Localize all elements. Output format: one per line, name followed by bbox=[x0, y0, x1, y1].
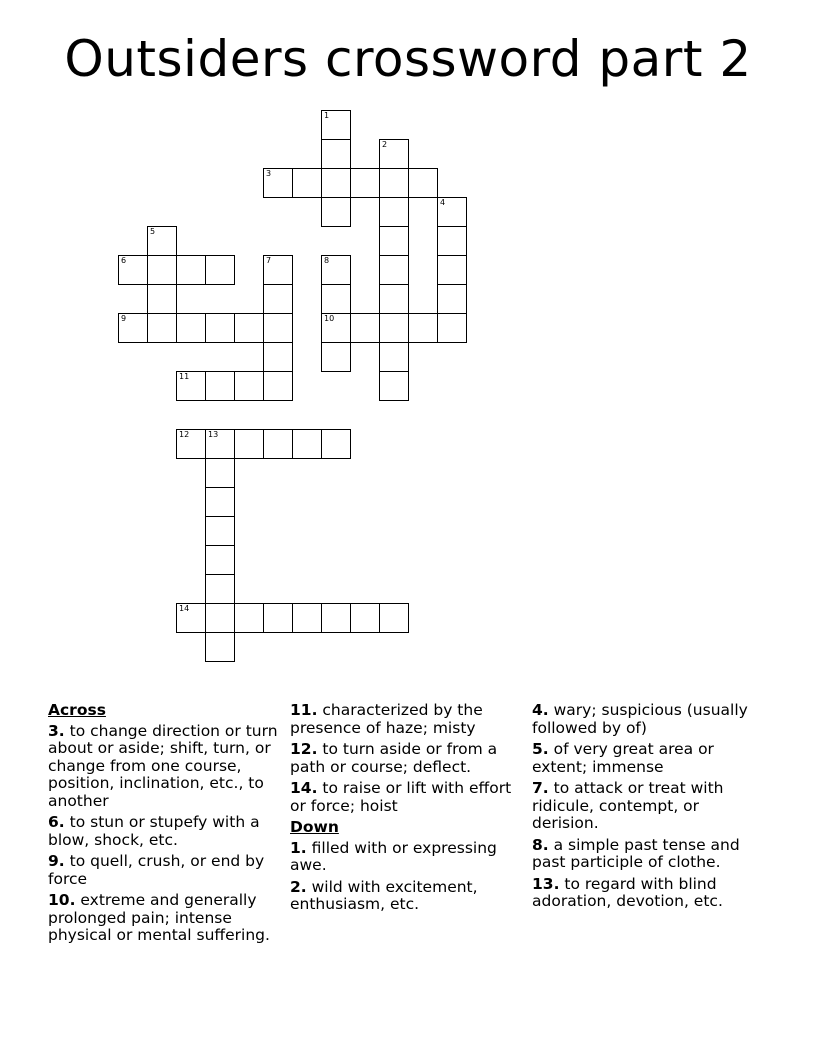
grid-cell[interactable] bbox=[147, 255, 177, 285]
grid-cell[interactable] bbox=[205, 371, 235, 401]
cell-number: 4 bbox=[440, 198, 446, 207]
grid-cell[interactable] bbox=[205, 603, 235, 633]
grid-cell[interactable] bbox=[176, 603, 206, 633]
cell-number: 6 bbox=[121, 256, 127, 265]
grid-cell[interactable] bbox=[205, 255, 235, 285]
grid-cell[interactable] bbox=[379, 313, 409, 343]
grid-cell[interactable] bbox=[292, 603, 322, 633]
cell-number: 8 bbox=[324, 256, 330, 265]
grid-cell[interactable] bbox=[379, 255, 409, 285]
grid-cell[interactable] bbox=[205, 545, 235, 575]
page-title: Outsiders crossword part 2 bbox=[64, 30, 752, 88]
grid-cell[interactable] bbox=[147, 313, 177, 343]
clue-across-14: 14. to raise or lift with effort or force; hoist bbox=[290, 779, 512, 815]
grid-cell[interactable] bbox=[321, 429, 351, 459]
grid-cell[interactable] bbox=[437, 255, 467, 285]
clue-across-3: 3. to change direction or turn about or aside; shift, turn, or change from one course, position, inclination, etc., to another bbox=[48, 721, 278, 810]
grid-cell[interactable] bbox=[379, 371, 409, 401]
grid-cell[interactable] bbox=[292, 168, 322, 198]
across-heading: Across bbox=[48, 701, 106, 719]
grid-cell[interactable] bbox=[205, 632, 235, 662]
down-heading: Down bbox=[290, 818, 339, 836]
grid-cell[interactable] bbox=[379, 197, 409, 227]
grid-cell[interactable] bbox=[437, 313, 467, 343]
grid-cell[interactable] bbox=[205, 458, 235, 488]
grid-cell[interactable] bbox=[321, 110, 351, 140]
grid-cell[interactable] bbox=[379, 139, 409, 169]
grid-cell[interactable] bbox=[147, 226, 177, 256]
grid-cell[interactable] bbox=[205, 574, 235, 604]
grid-cell[interactable] bbox=[263, 603, 293, 633]
grid-cell[interactable] bbox=[379, 168, 409, 198]
cell-number: 3 bbox=[266, 169, 272, 178]
cell-number: 1 bbox=[324, 111, 330, 120]
grid-cell[interactable] bbox=[205, 516, 235, 546]
grid-cell[interactable] bbox=[379, 226, 409, 256]
grid-cell[interactable] bbox=[350, 313, 380, 343]
grid-cell[interactable] bbox=[321, 603, 351, 633]
cell-number: 14 bbox=[179, 604, 190, 613]
grid-cell[interactable] bbox=[321, 255, 351, 285]
clue-across-12: 12. to turn aside or from a path or course; deflect. bbox=[290, 740, 498, 776]
grid-cell[interactable] bbox=[263, 168, 293, 198]
grid-cell[interactable] bbox=[176, 255, 206, 285]
grid-cell[interactable] bbox=[263, 284, 293, 314]
clue-down-8: 8. a simple past tense and past participle of clothe. bbox=[532, 835, 740, 871]
cell-number: 9 bbox=[121, 314, 127, 323]
grid-cell[interactable] bbox=[234, 371, 264, 401]
cell-number: 10 bbox=[324, 314, 335, 323]
grid-cell[interactable] bbox=[176, 313, 206, 343]
clue-across-10: 10. extreme and generally prolonged pain; intense physical or mental suffering. bbox=[48, 891, 270, 944]
grid-cell[interactable] bbox=[176, 429, 206, 459]
grid-cell[interactable] bbox=[205, 429, 235, 459]
grid-cell[interactable] bbox=[118, 313, 148, 343]
grid-cell[interactable] bbox=[321, 139, 351, 169]
grid-cell[interactable] bbox=[263, 313, 293, 343]
grid-cell[interactable] bbox=[437, 284, 467, 314]
grid-cell[interactable] bbox=[205, 487, 235, 517]
clue-down-13: 13. to regard with blind adoration, devotion, etc. bbox=[532, 874, 723, 910]
grid-cell[interactable] bbox=[234, 603, 264, 633]
clues-column-3 bbox=[532, 702, 767, 915]
grid-cell[interactable] bbox=[321, 284, 351, 314]
grid-cell[interactable] bbox=[118, 255, 148, 285]
grid-cell[interactable] bbox=[379, 284, 409, 314]
grid-cell[interactable] bbox=[234, 313, 264, 343]
grid-cell[interactable] bbox=[350, 603, 380, 633]
cell-number: 5 bbox=[150, 227, 156, 236]
grid-cell[interactable] bbox=[408, 168, 438, 198]
grid-cell[interactable] bbox=[437, 226, 467, 256]
grid-cell[interactable] bbox=[234, 429, 264, 459]
grid-cell[interactable] bbox=[379, 342, 409, 372]
clue-down-1: 1. filled with or expressing awe. bbox=[290, 838, 497, 874]
grid-cell[interactable] bbox=[147, 284, 177, 314]
cell-number: 12 bbox=[179, 430, 190, 439]
grid-cell[interactable] bbox=[437, 197, 467, 227]
grid-cell[interactable] bbox=[321, 342, 351, 372]
clue-across-9: 9. to quell, crush, or end by force bbox=[48, 852, 265, 888]
cell-number: 2 bbox=[382, 140, 388, 149]
grid-cell[interactable] bbox=[263, 255, 293, 285]
grid-cell[interactable] bbox=[292, 429, 322, 459]
grid-cell[interactable] bbox=[205, 313, 235, 343]
cell-number: 11 bbox=[179, 372, 190, 381]
grid-cell[interactable] bbox=[379, 603, 409, 633]
grid-cell[interactable] bbox=[321, 168, 351, 198]
grid-cell[interactable] bbox=[263, 429, 293, 459]
clue-down-2: 2. wild with excitement, enthusiasm, etc. bbox=[290, 877, 478, 913]
clue-down-4: 4. wary; suspicious (usually followed by of) bbox=[532, 701, 748, 737]
clues-column-2 bbox=[290, 702, 525, 918]
cell-number: 7 bbox=[266, 256, 272, 265]
cell-number: 13 bbox=[208, 430, 219, 439]
clue-across-6: 6. to stun or stupefy with a blow, shock, etc. bbox=[48, 813, 260, 849]
grid-cell[interactable] bbox=[263, 342, 293, 372]
grid-cell[interactable] bbox=[408, 313, 438, 343]
grid-cell[interactable] bbox=[263, 371, 293, 401]
clue-across-11: 11. characterized by the presence of haze; misty bbox=[290, 701, 483, 737]
clue-down-5: 5. of very great area or extent; immense bbox=[532, 740, 714, 776]
grid-cell[interactable] bbox=[350, 168, 380, 198]
grid-cell[interactable] bbox=[176, 371, 206, 401]
clue-down-7: 7. to attack or treat with ridicule, contempt, or derision. bbox=[532, 779, 724, 832]
clues-column-1 bbox=[48, 702, 283, 949]
grid-cell[interactable] bbox=[321, 313, 351, 343]
grid-cell[interactable] bbox=[321, 197, 351, 227]
